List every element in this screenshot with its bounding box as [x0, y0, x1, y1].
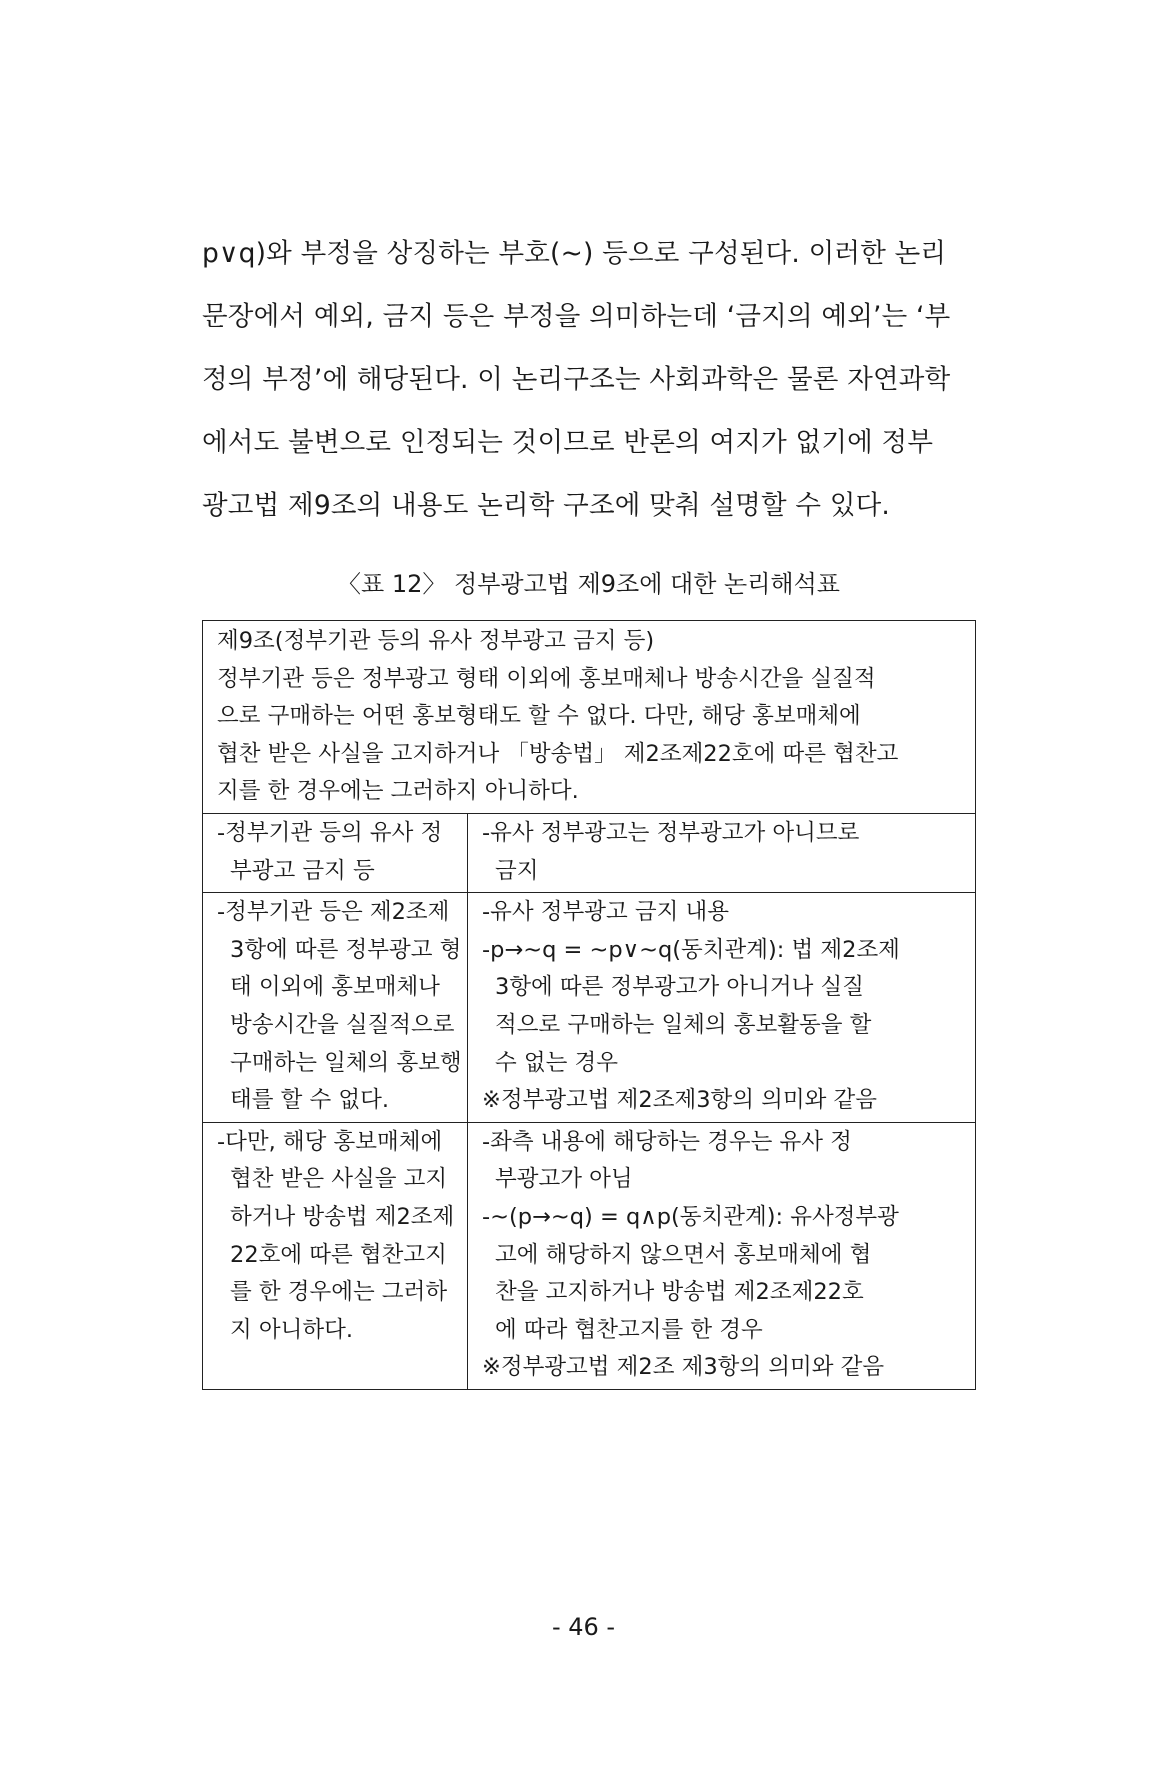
cell-line: 수 없는 경우: [495, 1049, 618, 1076]
paragraph-line: 문장에서 예외, 금지 등은 부정을 의미하는데 ‘금지의 예외’는 ‘부: [202, 301, 951, 332]
cell-line: 태를 할 수 없다.: [230, 1087, 390, 1114]
cell-line: 하거나 방송법 제2조제: [230, 1203, 455, 1230]
cell-line: 금지: [495, 857, 539, 884]
interpretation-cell: [468, 813, 976, 892]
interpretation-cell: [468, 893, 976, 1123]
article-line: 정부기관 등은 정부광고 형태 이외에 홍보매체나 방송시간을 실질적: [217, 665, 876, 692]
paragraph-line: 광고법 제9조의 내용도 논리학 구조에 맞춰 설명할 수 있다.: [202, 490, 891, 521]
paragraph-line: 정의 부정’에 해당된다. 이 논리구조는 사회과학은 물론 자연과학: [202, 364, 951, 395]
article-line: 협찬 받은 사실을 고지하거나 「방송법」 제2조제22호에 따른 협찬고: [217, 740, 899, 767]
article-line: 지를 한 경우에는 그러하지 아니하다.: [217, 778, 579, 805]
cell-line: 를 한 경우에는 그러하: [230, 1279, 448, 1306]
provision-cell: [203, 813, 468, 892]
cell-line: 고에 해당하지 않으면서 홍보매체에 협: [495, 1241, 872, 1268]
cell-line: ※정부광고법 제2조 제3항의 의미와 같음: [482, 1354, 885, 1381]
provision-cell: [203, 893, 468, 1123]
cell-line: 찬을 고지하거나 방송법 제2조제22호: [495, 1279, 864, 1306]
cell-line: 3항에 따른 정부광고 형: [230, 936, 462, 963]
table-row: [203, 893, 976, 1123]
table-caption: 〈표 12〉 정부광고법 제9조에 대한 논리해석표: [337, 570, 840, 598]
cell-line: 협찬 받은 사실을 고지: [230, 1166, 448, 1193]
cell-line: 태 이외에 홍보매체나: [230, 974, 440, 1001]
article-line: 으로 구매하는 어떤 홍보형태도 할 수 없다. 다만, 해당 홍보매체에: [217, 703, 861, 730]
paragraph-line: 에서도 불변으로 인정되는 것이므로 반론의 여지가 없기에 정부: [202, 427, 934, 458]
cell-line: 적으로 구매하는 일체의 홍보활동을 할: [495, 1011, 872, 1038]
cell-line: -좌측 내용에 해당하는 경우는 유사 정: [482, 1128, 852, 1155]
cell-line: ※정부광고법 제2조제3항의 의미와 같음: [482, 1087, 877, 1114]
page-number: - 46 -: [551, 1613, 616, 1641]
cell-line: -유사 정부광고 금지 내용: [482, 899, 729, 926]
body-paragraph: [202, 222, 982, 537]
cell-line: 3항에 따른 정부광고가 아니거나 실질: [495, 974, 864, 1001]
cell-line: -~(p→~q) = q∧p(동치관계): 유사정부광: [482, 1203, 899, 1230]
cell-line: -정부기관 등의 유사 정: [217, 819, 443, 846]
article-text-cell: [203, 621, 976, 814]
cell-line: 부광고가 아님: [495, 1166, 633, 1193]
cell-line: 구매하는 일체의 홍보행: [230, 1049, 462, 1076]
cell-line: -정부기관 등은 제2조제: [217, 899, 450, 926]
logic-analysis-table: [202, 620, 976, 1390]
table-header-row: [203, 621, 976, 814]
article-line: 제9조(정부기관 등의 유사 정부광고 금지 등): [217, 628, 655, 654]
cell-line: 지 아니하다.: [230, 1316, 353, 1343]
provision-cell: [203, 1122, 468, 1389]
cell-line: -다만, 해당 홍보매체에: [217, 1128, 443, 1155]
cell-line: -p→~q = ~p∨~q(동치관계): 법 제2조제: [482, 936, 900, 963]
paragraph-line: p∨q)와 부정을 상징하는 부호(~) 등으로 구성된다. 이러한 논리: [202, 238, 947, 269]
table-row: [203, 813, 976, 892]
cell-line: -유사 정부광고는 정부광고가 아니므로: [482, 819, 860, 846]
cell-line: 22호에 따른 협찬고지: [230, 1241, 447, 1268]
cell-line: 에 따라 협찬고지를 한 경우: [495, 1316, 763, 1343]
table-row: [203, 1122, 976, 1389]
cell-line: 방송시간을 실질적으로: [230, 1011, 455, 1038]
cell-line: 부광고 금지 등: [230, 857, 375, 884]
interpretation-cell: [468, 1122, 976, 1389]
